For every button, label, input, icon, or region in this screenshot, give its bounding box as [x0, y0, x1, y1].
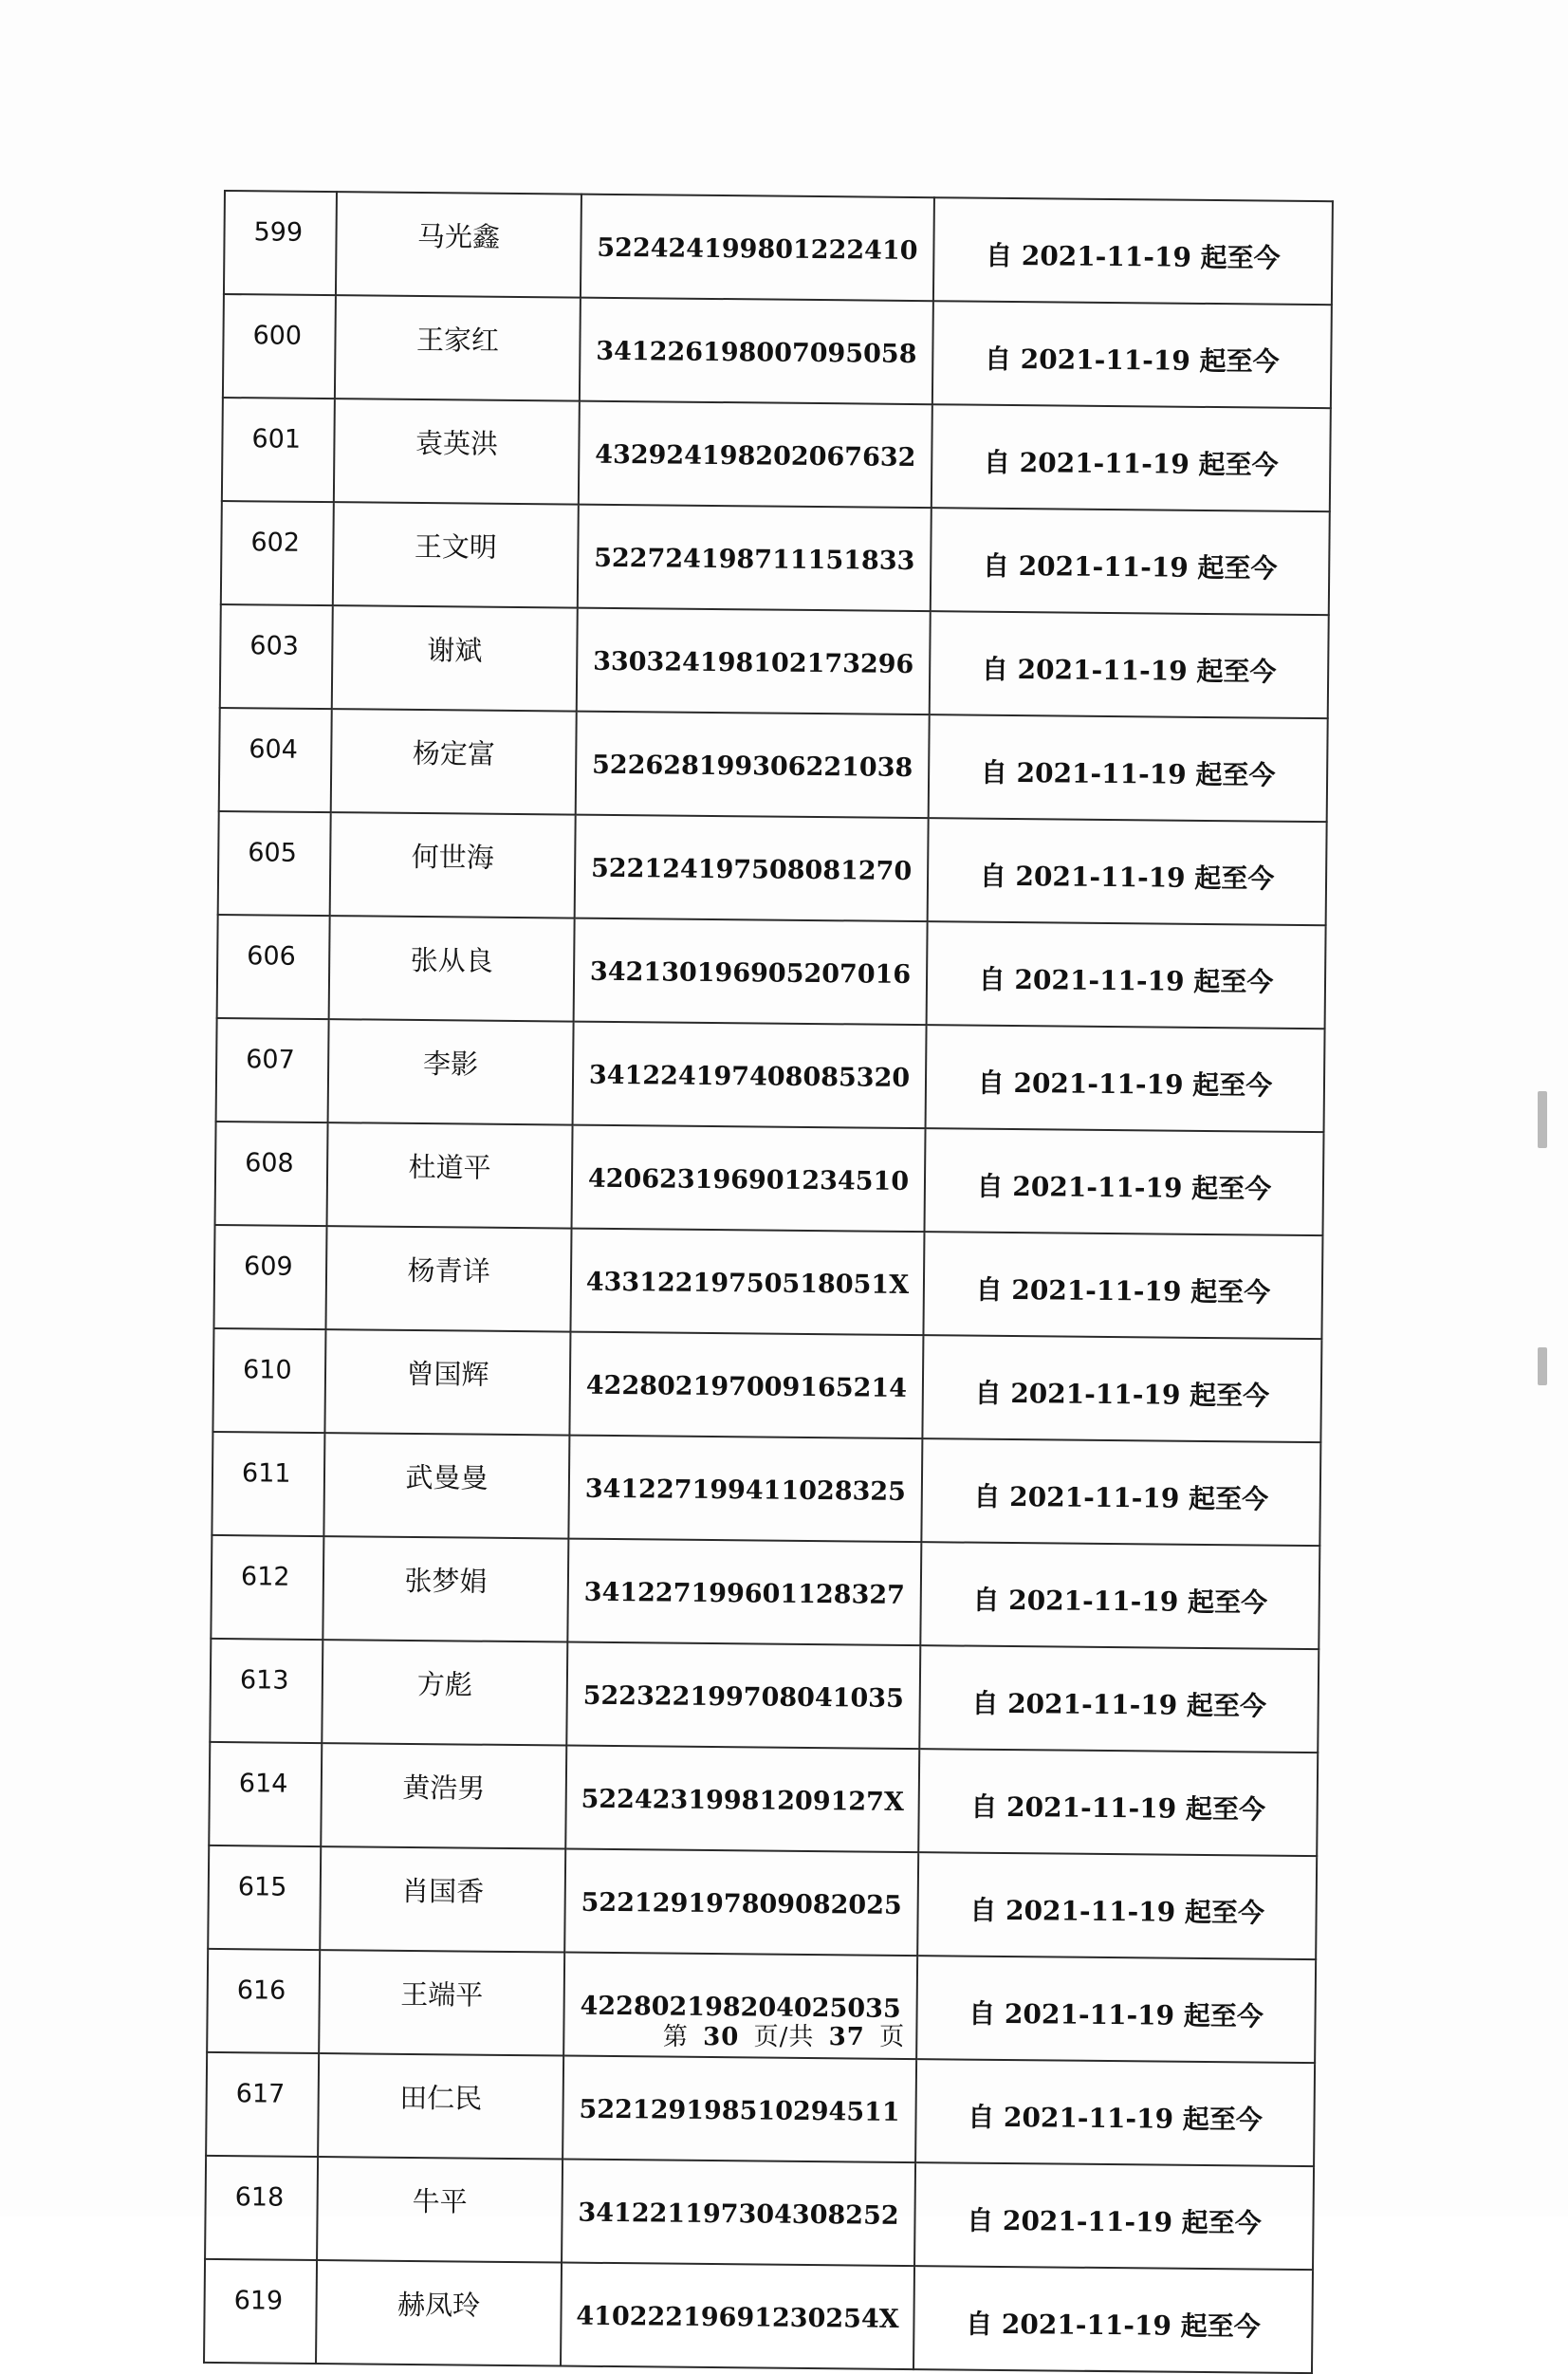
period-text: 自 2021-11-19 起至今 [933, 197, 1333, 305]
id-number: 522129197809082025 [564, 1849, 918, 1957]
person-name: 王文明 [333, 502, 579, 607]
id-number: 341227199601128327 [567, 1539, 921, 1646]
period-text: 自 2021-11-19 起至今 [924, 1128, 1323, 1235]
footer-total-pages: 37 [828, 2023, 865, 2051]
period-text: 自 2021-11-19 起至今 [918, 1749, 1318, 1856]
table-row [210, 1639, 1319, 1753]
person-name: 张梦娟 [323, 1536, 568, 1641]
period-text: 自 2021-11-19 起至今 [914, 2162, 1314, 2270]
id-number: 43312219750518051X [570, 1229, 924, 1336]
person-name: 李影 [328, 1019, 574, 1124]
person-name: 杨定富 [331, 709, 577, 814]
row-number: 616 [207, 1949, 320, 2053]
person-name: 田仁民 [318, 2053, 563, 2159]
person-name: 杨青详 [325, 1226, 571, 1331]
table-row [218, 811, 1327, 925]
id-number: 522124197508081270 [575, 815, 929, 922]
row-number: 602 [221, 501, 334, 605]
table-row [204, 2259, 1313, 2373]
row-number: 619 [204, 2259, 317, 2364]
row-number: 600 [223, 294, 336, 399]
person-name: 谢斌 [332, 605, 578, 711]
row-number: 603 [220, 604, 333, 709]
page-footer [0, 2017, 1568, 2052]
row-number: 599 [224, 191, 337, 295]
footer-middle: 页/共 [753, 2023, 815, 2051]
table-row [216, 1018, 1325, 1132]
person-name: 王家红 [335, 295, 581, 400]
table-row [213, 1225, 1322, 1339]
period-text: 自 2021-11-19 起至今 [926, 1025, 1325, 1132]
table-row [223, 294, 1332, 408]
table-row [221, 501, 1330, 615]
row-number: 612 [211, 1535, 323, 1640]
id-number: 341226198007095058 [580, 298, 933, 405]
table-row [222, 398, 1331, 511]
person-name: 方彪 [322, 1640, 567, 1745]
id-number: 422802197009165214 [569, 1332, 923, 1439]
id-number: 522424199801222410 [581, 195, 934, 302]
period-text: 自 2021-11-19 起至今 [917, 1852, 1317, 1959]
id-number: 522724198711151833 [578, 505, 932, 612]
person-name: 黄浩男 [321, 1743, 566, 1848]
period-text: 自 2021-11-19 起至今 [915, 2059, 1315, 2166]
period-text: 自 2021-11-19 起至今 [932, 404, 1331, 511]
scan-edge-mark [1538, 1091, 1547, 1148]
id-number: 41022219691230254X [561, 2263, 914, 2370]
person-name: 武曼曼 [323, 1433, 569, 1538]
row-number: 605 [218, 811, 331, 916]
table-row [208, 1845, 1317, 1959]
person-name: 赫凤玲 [316, 2260, 562, 2365]
row-number: 601 [222, 398, 335, 502]
id-number: 341224197408085320 [573, 1022, 927, 1129]
row-number: 606 [217, 915, 330, 1019]
id-number: 52242319981209127X [565, 1746, 919, 1853]
person-name: 杜道平 [327, 1122, 573, 1228]
person-name: 袁英洪 [334, 399, 580, 504]
id-number: 522129198510294511 [563, 2056, 916, 2163]
period-text: 自 2021-11-19 起至今 [920, 1542, 1319, 1649]
row-number: 618 [205, 2156, 318, 2260]
person-name: 马光鑫 [336, 192, 581, 297]
period-text: 自 2021-11-19 起至今 [928, 818, 1327, 925]
table-row [209, 1742, 1318, 1856]
id-number: 330324198102173296 [577, 608, 931, 715]
period-text: 自 2021-11-19 起至今 [916, 1956, 1316, 2063]
period-text: 自 2021-11-19 起至今 [922, 1335, 1321, 1442]
row-number: 613 [210, 1639, 323, 1743]
table-row [219, 708, 1328, 822]
id-number: 522628199306221038 [576, 712, 930, 819]
row-number: 609 [213, 1225, 326, 1329]
table-row [217, 915, 1326, 1029]
person-name: 牛平 [317, 2157, 563, 2262]
id-number: 522322199708041035 [566, 1642, 920, 1750]
row-number: 608 [215, 1122, 328, 1226]
table-row [220, 604, 1329, 718]
person-name: 王端平 [319, 1950, 564, 2055]
period-text: 自 2021-11-19 起至今 [931, 508, 1330, 615]
period-text: 自 2021-11-19 起至今 [913, 2266, 1313, 2373]
table-row [205, 2156, 1314, 2270]
period-text: 自 2021-11-19 起至今 [932, 301, 1332, 408]
row-number: 611 [212, 1432, 324, 1536]
row-number: 614 [209, 1742, 322, 1846]
footer-page-number: 30 [703, 2023, 740, 2051]
period-text: 自 2021-11-19 起至今 [930, 611, 1329, 718]
table-row [215, 1122, 1324, 1235]
person-name: 张从良 [329, 916, 575, 1021]
table-row [212, 1432, 1320, 1546]
id-number: 432924198202067632 [579, 401, 932, 509]
table-row [224, 191, 1333, 305]
period-text: 自 2021-11-19 起至今 [923, 1232, 1322, 1339]
person-name: 何世海 [330, 812, 576, 918]
table-row [211, 1535, 1319, 1649]
table-row [212, 1328, 1321, 1442]
scan-edge-mark [1538, 1347, 1547, 1385]
person-name: 曾国辉 [324, 1329, 570, 1435]
table-row [206, 2052, 1315, 2166]
id-number: 420623196901234510 [572, 1125, 926, 1233]
row-number: 607 [216, 1018, 329, 1122]
row-number: 615 [208, 1845, 321, 1950]
period-text: 自 2021-11-19 起至今 [919, 1645, 1319, 1753]
id-number: 342130196905207016 [574, 918, 928, 1026]
id-number: 341227199411028325 [568, 1436, 922, 1543]
row-number: 610 [212, 1328, 325, 1433]
footer-prefix: 第 [662, 2023, 689, 2051]
period-text: 自 2021-11-19 起至今 [921, 1438, 1320, 1546]
id-number: 341221197304308252 [562, 2160, 915, 2267]
period-text: 自 2021-11-19 起至今 [929, 714, 1328, 822]
period-text: 自 2021-11-19 起至今 [927, 921, 1326, 1029]
row-number: 604 [219, 708, 332, 812]
footer-suffix: 页 [879, 2023, 906, 2051]
id-number: 422802198204025035 [563, 1953, 917, 2060]
person-name: 肖国香 [320, 1846, 565, 1952]
row-number: 617 [206, 2052, 319, 2157]
